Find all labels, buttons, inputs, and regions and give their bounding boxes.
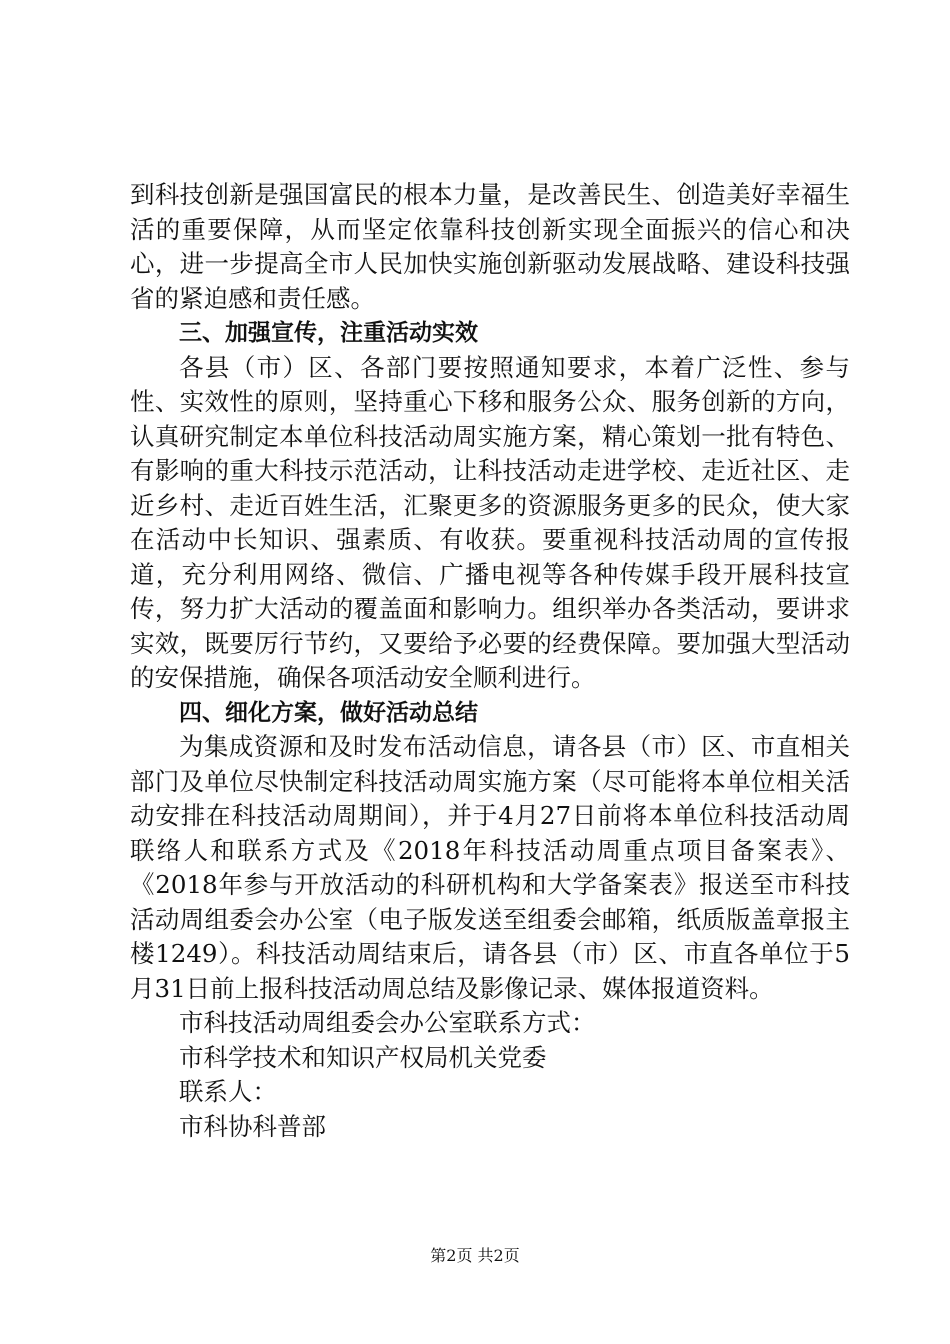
paragraph-section-4: 为集成资源和及时发布活动信息，请各县（市）区、市直相关部门及单位尽快制定科技活动周实施方案（尽可能将本单位相关活动安排在科技活动周期间），并于4月27日前将本单位科技活动周联络人和联系方式及《2018年科技活动周重点项目备案表》、《2018年参与开放活动的科研机构和大学备案表》报送至市科技活动周组委会办公室（电子版发送至组委会邮箱，纸质版盖章报主楼1249）。科技活动周结束后，请各县（市）区、市直各单位于5月31日前上报科技活动周总结及影像记录、媒体报道资料。 (130, 732, 850, 1003)
contact-organization: 市科学技术和知识产权局机关党委 (179, 1042, 547, 1072)
paragraph-intro-continuation: 到科技创新是强国富民的根本力量，是改善民生、创造美好幸福生活的重要保障，从而坚定依靠科技创新实现全面振兴的信心和决心，进一步提高全市人民加快实施创新驱动发展战略、建设科技强省的紧迫感和责任感。 (130, 180, 850, 313)
paragraph-section-3: 各县（市）区、各部门要按照通知要求，本着广泛性、参与性、实效性的原则，坚持重心下移和服务公众、服务创新的方向，认真研究制定本单位科技活动周实施方案，精心策划一批有特色、有影响的重大科技示范活动，让科技活动走进学校、走近社区、走近乡村、走近百姓生活，汇聚更多的资源服务更多的民众，使大家在活动中长知识、强素质、有收获。要重视科技活动周的宣传报道，充分利用网络、微信、广播电视等各种传媒手段开展科技宣传，努力扩大活动的覆盖面和影响力。组织举办各类活动，要讲求实效，既要厉行节约，又要给予必要的经费保障。要加强大型活动的安保措施，确保各项活动安全顺利进行。 (130, 352, 850, 692)
contact-person-label: 联系人： (179, 1077, 277, 1106)
section-heading-4: 四、细化方案，做好活动总结 (179, 699, 478, 726)
document-body (130, 178, 850, 1144)
contact-department: 市科协科普部 (179, 1111, 326, 1141)
page-number-footer: 第2页 共2页 (430, 1246, 520, 1265)
contact-title: 市科技活动周组委会办公室联系方式： (179, 1008, 596, 1037)
section-heading-3: 三、加强宣传，注重活动实效 (179, 320, 478, 346)
